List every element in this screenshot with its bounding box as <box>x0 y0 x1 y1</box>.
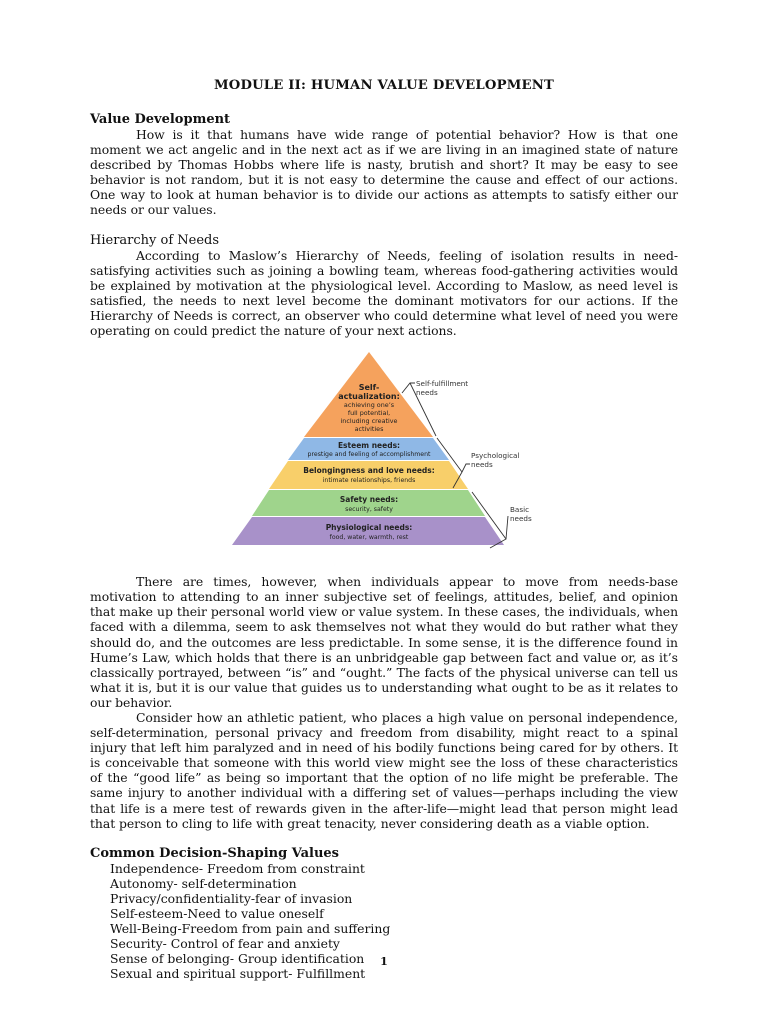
level-desc: prestige and feeling of accomplishment <box>307 451 431 459</box>
list-item: Security- Control of fear and anxiety <box>110 936 340 952</box>
bracket-label: Self-fulfillment <box>416 379 469 389</box>
level-desc: achieving one’s <box>343 401 395 410</box>
bracket-label: Psychological <box>471 451 520 461</box>
bracket-basic <box>506 516 508 539</box>
bracket-label: needs <box>510 514 532 524</box>
paragraph-humes-law: There are times, however, when individuals appear to move from needs-base motivation to attending to an inner subjective set of feelings, attitudes, belief, and opinion that make up their personal world view or value system. In these cases, the individuals, when faced with a dilemma, seem to ask themselves not what they would do but rather what they should do, and the outcomes are less predictable. In some sense, it is the difference found in Hume’s Law, which holds that there is an unbridgeable gap between fact and value or, as it’s classically portrayed, between “is” and “ought.” The facts of the physical universe can tell us what it is, but it is our value that guides us to understanding what ought to be as it relates to our behavior. <box>90 574 678 710</box>
level-desc: food, water, warmth, rest <box>329 534 409 542</box>
page-number: 1 <box>380 955 388 968</box>
list-item: Sexual and spiritual support- Fulfillment <box>110 966 366 982</box>
page-title: MODULE II: HUMAN VALUE DEVELOPMENT <box>213 78 555 93</box>
list-item: Independence- Freedom from constraint <box>110 860 365 876</box>
level-title: Esteem needs: <box>337 441 401 451</box>
bracket-label: needs <box>471 460 493 470</box>
bracket-label: Basic <box>510 505 530 515</box>
maslow-pyramid-figure <box>230 352 550 552</box>
level-desc: including creative <box>340 417 398 426</box>
maslow-pyramid <box>230 352 550 552</box>
level-desc: full potential, <box>347 409 391 418</box>
section-heading-common-values: Common Decision-Shaping Values <box>90 845 340 861</box>
list-item: Sense of belonging- Group identification <box>110 951 365 967</box>
list-item: Self-esteem-Need to value oneself <box>110 906 324 921</box>
paragraph-value-development: How is it that humans have wide range of potential behavior? How is that one moment we act angelic and in the next act as if we are living in an imagined state of nature described by Thomas Hobbs where life is nasty, brutish and short? It may be easy to see behavior is not random, but it is not easy to determine the cause and effect of our actions. One way to look at human behavior is to divide our actions as attempts to satisfy either our needs or our values. <box>90 127 678 218</box>
level-title: Safety needs: <box>339 495 399 505</box>
list-item: Autonomy- self-determination <box>110 875 297 891</box>
bracket-label: needs <box>416 388 438 398</box>
paragraph-hierarchy: According to Maslow’s Hierarchy of Needs, feeling of isolation results in need-satisfying activities such as joining a bowling team, whereas food-gathering activities would be explained by motivation at the physiological level. According to Maslow, as need level is satisfied, the needs to next level become the dominant motivators for our actions. If the Hierarchy of Needs is correct, an observer who could determine what level of need you were operating on could predict the nature of your next actions. <box>90 247 678 339</box>
level-desc: activities <box>354 425 384 434</box>
level-title: actualization: <box>338 392 400 402</box>
bracket-self-fulfillment <box>402 383 415 393</box>
list-item: Well-Being-Freedom from pain and suffering <box>110 921 391 937</box>
section-heading-hierarchy: Hierarchy of Needs <box>90 232 220 248</box>
paragraph-athletic-patient: Consider how an athletic patient, who places a high value on personal independence, self-determination, personal privacy and freedom from disability, might react to a spinal injury that left him paralyzed and in need of his bodily functions being cared for by others. It is conceivable that someone with this world view might see the loss of these characteristics of the “good life” as being so important that the option of no life might be preferable. The same injury to another individual with a differing set of values—perhaps including the view that life is a mere test of rewards given in the after-life—might lead that person might lead that person to cling to life with great tenacity, never considering death as a viable option. <box>90 709 678 831</box>
section-heading-value-development: Value Development <box>90 112 231 127</box>
level-title: Belongingness and love needs: <box>303 466 435 476</box>
level-title: Self- <box>358 383 380 393</box>
list-item: Privacy/confidentiality-fear of invasion <box>110 890 353 906</box>
level-desc: security, safety <box>345 506 393 514</box>
bracket-psychological <box>462 464 470 472</box>
level-desc: intimate relationships, friends <box>322 477 416 485</box>
level-title: Physiological needs: <box>325 523 413 533</box>
